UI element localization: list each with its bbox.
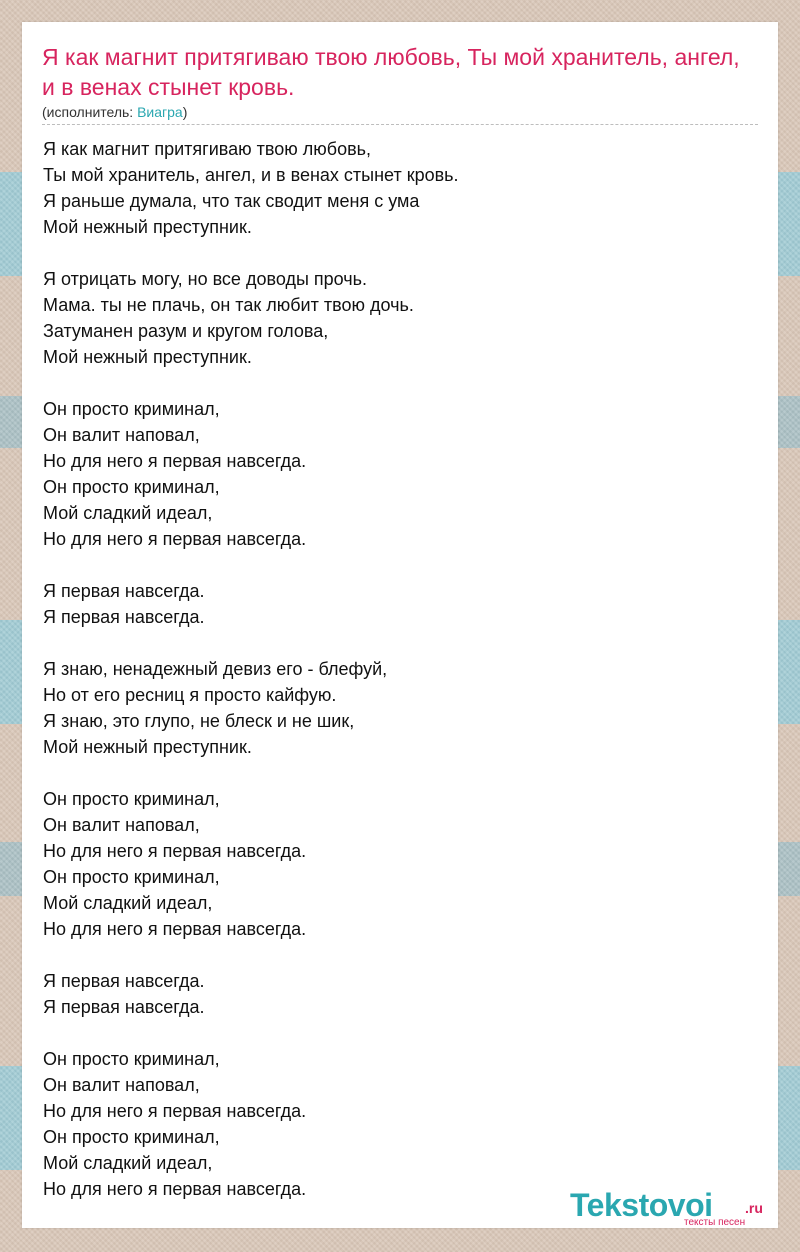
- artist-link[interactable]: Виагра: [137, 104, 183, 120]
- lyric-line: Но для него я первая навсегда.: [43, 919, 307, 939]
- lyric-line: Он просто криминал,: [43, 399, 220, 419]
- lyric-line: Он просто криминал,: [43, 867, 220, 887]
- stanza-break: [43, 240, 743, 266]
- lyric-line: Я первая навсегда.: [43, 581, 205, 601]
- lyric-line: Он валит наповал,: [43, 815, 200, 835]
- artist-credit: [42, 104, 187, 121]
- lyric-line: Он валит наповал,: [43, 425, 200, 445]
- lyric-line: Но для него я первая навсегда.: [43, 1101, 307, 1121]
- lyrics-text: [43, 136, 743, 1202]
- lyric-line: Я раньше думала, что так сводит меня с ума: [43, 191, 420, 211]
- lyric-line: Он валит наповал,: [43, 1075, 200, 1095]
- lyric-line: Мой сладкий идеал,: [43, 1153, 213, 1173]
- lyric-line: Я знаю, это глупо, не блеск и не шик,: [43, 711, 355, 731]
- lyric-line: Но для него я первая навсегда.: [43, 841, 307, 861]
- lyric-line: Но для него я первая навсегда.: [43, 529, 307, 549]
- logo-wordmark: Tekstovoi: [570, 1187, 713, 1223]
- lyric-line: Затуманен разум и кругом голова,: [43, 321, 329, 341]
- stanza-break: [43, 1020, 743, 1046]
- site-logo[interactable]: [570, 1188, 780, 1228]
- stanza-break: [43, 942, 743, 968]
- lyric-line: Я первая навсегда.: [43, 607, 205, 627]
- lyric-line: Я первая навсегда.: [43, 971, 205, 991]
- lyric-line: Но от его ресниц я просто кайфую.: [43, 685, 337, 705]
- lyric-line: Мой нежный преступник.: [43, 347, 252, 367]
- lyric-line: Но для него я первая навсегда.: [43, 1179, 307, 1199]
- stanza-break: [43, 760, 743, 786]
- lyric-line: Мой сладкий идеал,: [43, 503, 213, 523]
- logo-tld: .ru: [745, 1200, 763, 1216]
- lyrics-card: [22, 22, 778, 1228]
- lyric-line: Мама. ты не плачь, он так любит твою дочь.: [43, 295, 414, 315]
- lyric-line: Мой сладкий идеал,: [43, 893, 213, 913]
- artist-suffix: ): [182, 104, 188, 120]
- logo-tagline: тексты песен: [684, 1217, 746, 1228]
- lyric-line: Я как магнит притягиваю твою любовь,: [43, 139, 372, 159]
- lyric-line: Но для него я первая навсегда.: [43, 451, 307, 471]
- lyric-line: Он просто криминал,: [43, 1127, 220, 1147]
- lyric-line: Он просто криминал,: [43, 1049, 220, 1069]
- artist-prefix: (исполнитель:: [42, 104, 138, 120]
- stanza-break: [43, 552, 743, 578]
- lyric-line: Он просто криминал,: [43, 789, 220, 809]
- divider: [42, 124, 758, 125]
- lyric-line: Я знаю, ненадежный девиз его - блефуй,: [43, 659, 388, 679]
- page-title: Я как магнит притягиваю твою любовь, Ты мой хранитель, ангел, и в венах стынет кровь.: [42, 44, 740, 100]
- lyric-line: Он просто криминал,: [43, 477, 220, 497]
- lyric-line: Мой нежный преступник.: [43, 737, 252, 757]
- stanza-break: [43, 370, 743, 396]
- lyric-line: Ты мой хранитель, ангел, и в венах стынет кровь.: [43, 165, 459, 185]
- stanza-break: [43, 630, 743, 656]
- lyric-line: Я отрицать могу, но все доводы прочь.: [43, 269, 368, 289]
- lyric-line: Мой нежный преступник.: [43, 217, 252, 237]
- lyric-line: Я первая навсегда.: [43, 997, 205, 1017]
